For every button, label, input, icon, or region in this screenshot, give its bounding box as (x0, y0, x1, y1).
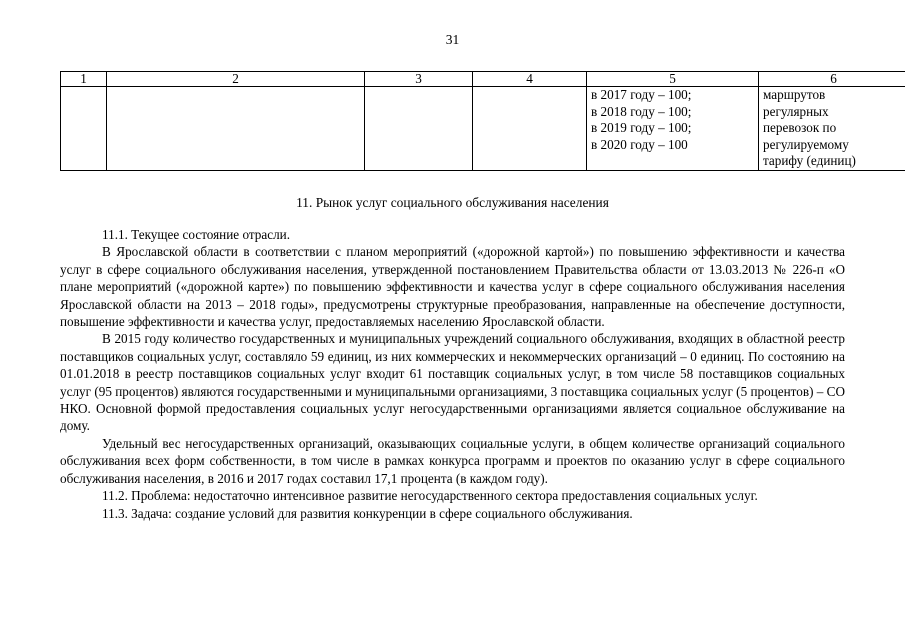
cell-line: регулярных (763, 103, 829, 119)
document-body (60, 226, 845, 522)
cell-line: регулируемому (763, 136, 849, 152)
table-header-cell: 1 (61, 72, 107, 87)
cell-line: в 2020 году – 100 (591, 136, 688, 152)
cell-line: в 2019 году – 100; (591, 120, 692, 135)
table-cell (61, 87, 107, 171)
table-cell (473, 87, 587, 171)
paragraph-problem: 11.2. Проблема: недостаточно интенсивное развитие негосударственного сектора предоставления социальных услуг. (102, 488, 758, 504)
paragraph-task: 11.3. Задача: создание условий для развития конкуренции в сфере социального обслуживания. (102, 505, 633, 521)
cell-line: в 2017 году – 100; (591, 87, 692, 102)
page-number: 31 (445, 32, 460, 47)
cell-line: перевозок по (763, 120, 837, 135)
cell-line: в 2018 году – 100; (591, 103, 692, 119)
table-header-cell: 4 (473, 72, 587, 87)
table-header-row (61, 72, 905, 87)
table-cell-indicator (759, 87, 905, 171)
table-cell (365, 87, 473, 171)
table-cell-target-values (587, 87, 759, 171)
table-row (61, 87, 905, 171)
cell-line: тарифу (единиц) (763, 153, 856, 168)
table-header-cell: 6 (759, 72, 905, 87)
table-header-cell: 2 (107, 72, 365, 87)
table-cell (107, 87, 365, 171)
continuation-table (60, 71, 905, 171)
section-title: 11. Рынок услуг социального обслуживания населения (296, 195, 609, 210)
table-header-cell: 3 (365, 72, 473, 87)
paragraph: В 2015 году количество государственных и муниципальных учреждений социального обслуживания, входящих в областной реестр поставщиков социальных услуг, составляло 59 единиц, из них коммерческих и некоммерческих организаций – 0 единиц. По состоянию на 01.01.2018 в реестр поставщиков социальных услуг входит 61 поставщик социальных услуг, в том числе 58 поставщиков социальных услуг (95 процентов) являются государственными и муниципальными организациями, 3 поставщика социальных услуг (5 процентов) – СО НКО. Основной формой предоставления социальных услуг негосударственными организациями является социальное обслуживание на дому. (60, 331, 845, 434)
paragraph: Удельный вес негосударственных организаций, оказывающих социальные услуги, в общем количестве организаций социального обслуживания всех форм собственности, в том числе в рамках конкурса программ и проектов по оказанию услуг в сфере социального обслуживания населения, в 2016 и 2017 годах составил 17,1 процента (в каждом году). (60, 435, 845, 486)
table-header-cell: 5 (587, 72, 759, 87)
cell-line: маршрутов (763, 87, 826, 102)
paragraph: В Ярославской области в соответствии с планом мероприятий («дорожной картой») по повышению эффективности и качества услуг в сфере социального обслуживания населения, утвержденной постановлением Правительства области от 13.03.2013 № 226-п «О плане мероприятий («дорожной карте») по повышению эффективности и качества услуг в сфере социального обслуживания населения Ярославской области на 2013 – 2018 годы», предусмотрены структурные преобразования, направленные на обеспечение доступности, повышение эффективности и качества услуг, предоставляемых населению Ярославской области. (60, 244, 845, 330)
paragraph-current-state: 11.1. Текущее состояние отрасли. (102, 227, 291, 242)
